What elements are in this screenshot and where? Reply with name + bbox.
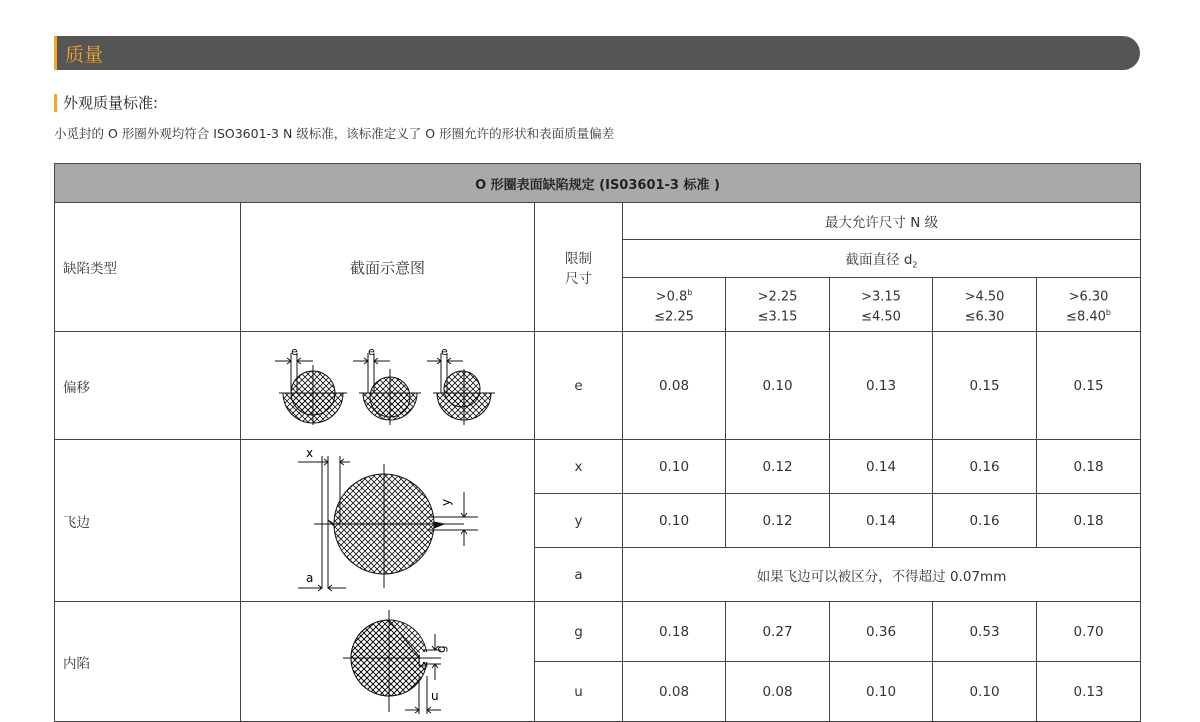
header-limit-line1: 限制 [565,251,592,267]
value-cell: 0.15 [1037,332,1141,440]
symbol-g: g [535,602,623,662]
value-cell: 0.10 [933,662,1037,722]
offset-figure-3 [427,353,495,425]
flash-diagram [278,446,498,596]
value-cell: 0.13 [830,332,933,440]
value-cell: 0.36 [830,602,933,662]
flash-a-note: 如果飞边可以被区分，不得超过 0.07mm [623,548,1141,602]
table-title: O 形圈表面缺陷规定 (IS03601-3 标准 ) [55,164,1141,203]
value-cell: 0.10 [726,332,830,440]
table-row-flash-x [55,440,1141,494]
defect-type-recess: 内陷 [55,602,241,722]
value-cell: 0.13 [1037,662,1141,722]
header-section-sub: 2 [912,260,918,270]
value-cell: 0.15 [933,332,1037,440]
value-cell: 0.16 [933,494,1037,548]
range-cell: >0.8$^b$ ≤2.25 [623,278,726,332]
value-cell: 0.10 [623,440,726,494]
value-cell: 0.18 [1037,440,1141,494]
section-header-title: 质量 [65,44,104,66]
range-cell: >4.50 ≤6.30 [933,278,1037,332]
value-cell: 0.12 [726,494,830,548]
offset-diagram-cell [241,332,535,440]
recess-diagram [313,606,463,718]
table-row-recess-g [55,602,1141,662]
defect-type-offset: 偏移 [55,332,241,440]
symbol-u: u [535,662,623,722]
recess-label-g: g [433,644,448,653]
header-section-diameter [623,240,1141,278]
flash-label-x: x [305,445,313,460]
offset-diagram [263,341,513,431]
range-cell: >3.15 ≤4.50 [830,278,933,332]
offset-figure-2 [353,353,421,425]
header-section-text: 截面直径 d [845,251,913,268]
header-limit-line2: 尺寸 [565,271,592,287]
defect-table [54,163,1141,722]
subsection-title: 外观质量标准: [54,94,158,112]
value-cell: 0.10 [830,662,933,722]
subsection-description: 小觅封的 O 形圈外观均符合 ISO3601-3 N 级标准，该标准定义了 O 形圈允许的形状和表面质量偏差 [54,126,615,141]
offset-figure-1 [275,353,347,425]
recess-diagram-cell [241,602,535,722]
defect-type-flash: 飞边 [55,440,241,602]
value-cell: 0.27 [726,602,830,662]
section-header-bar [54,36,1140,70]
recess-label-u: u [430,688,439,703]
header-defect-type: 缺陷类型 [55,203,241,332]
value-cell: 0.18 [1037,494,1141,548]
offset-label-e-3: e [440,344,448,358]
value-cell: 0.14 [830,440,933,494]
offset-label-e-2: e [367,344,375,358]
symbol-x: x [535,440,623,494]
header-diagram: 截面示意图 [241,203,535,332]
header-max-size: 最大允许尺寸 N 级 [623,203,1141,240]
value-cell: 0.14 [830,494,933,548]
flash-label-y: y [438,498,453,506]
value-cell: 0.08 [726,662,830,722]
symbol-y: y [535,494,623,548]
value-cell: 0.16 [933,440,1037,494]
symbol-a: a [535,548,623,602]
value-cell: 0.70 [1037,602,1141,662]
value-cell: 0.12 [726,440,830,494]
flash-label-a: a [305,570,313,585]
range-cell: >2.25 ≤3.15 [726,278,830,332]
value-cell: 0.53 [933,602,1037,662]
offset-label-e-1: e [290,344,298,358]
value-cell: 0.08 [623,332,726,440]
value-cell: 0.08 [623,662,726,722]
value-cell: 0.10 [623,494,726,548]
table-row-offset [55,332,1141,440]
symbol-e: e [535,332,623,440]
value-cell: 0.18 [623,602,726,662]
flash-diagram-cell [241,440,535,602]
range-cell: >6.30 ≤8.40$^b$ [1037,278,1141,332]
header-limit [535,203,623,332]
